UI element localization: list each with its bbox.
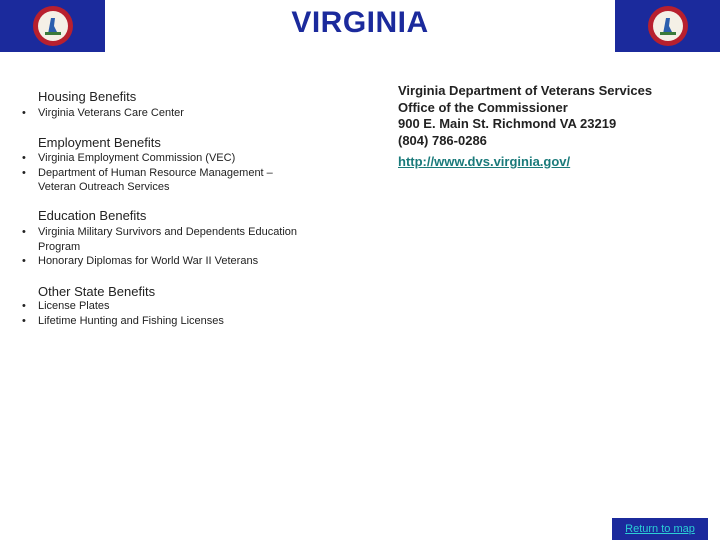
housing-benefits-list — [22, 106, 184, 121]
list-item: • Virginia Military Survivors and Dependents Education — [22, 225, 297, 240]
list-item: • License Plates — [22, 299, 224, 314]
contact-agency: Virginia Department of Veterans Services — [398, 83, 653, 98]
education-benefits-list — [22, 225, 297, 269]
contact-phone: (804) 786-0286 — [398, 132, 487, 148]
list-item: • Honorary Diplomas for World War II Veterans — [22, 254, 297, 269]
page-title: VIRGINIA — [291, 6, 429, 39]
list-item-continuation: Program — [38, 240, 81, 253]
housing-benefits-heading: Housing Benefits — [38, 89, 137, 104]
list-item-continuation: Veteran Outreach Services — [38, 181, 170, 193]
return-to-map-button[interactable]: Return to map — [612, 518, 708, 540]
contact-office: Office of the Commissioner — [398, 99, 568, 115]
contact-block — [398, 83, 652, 149]
list-item: • Virginia Veterans Care Center — [22, 106, 184, 121]
education-benefits-heading: Education Benefits — [38, 208, 147, 223]
list-item: • Lifetime Hunting and Fishing Licenses — [22, 314, 224, 329]
other-benefits-list — [22, 299, 224, 328]
dvs-website-link[interactable]: http://www.dvs.virginia.gov/ — [398, 154, 571, 169]
employment-benefits-heading: Employment Benefits — [38, 135, 161, 150]
list-item: • Virginia Employment Commission (VEC) — [22, 151, 273, 166]
contact-address: 900 E. Main St. Richmond VA 23219 — [398, 116, 617, 131]
other-benefits-heading: Other State Benefits — [38, 284, 156, 299]
list-item: • Department of Human Resource Management – — [22, 166, 273, 181]
employment-benefits-list — [22, 151, 273, 195]
